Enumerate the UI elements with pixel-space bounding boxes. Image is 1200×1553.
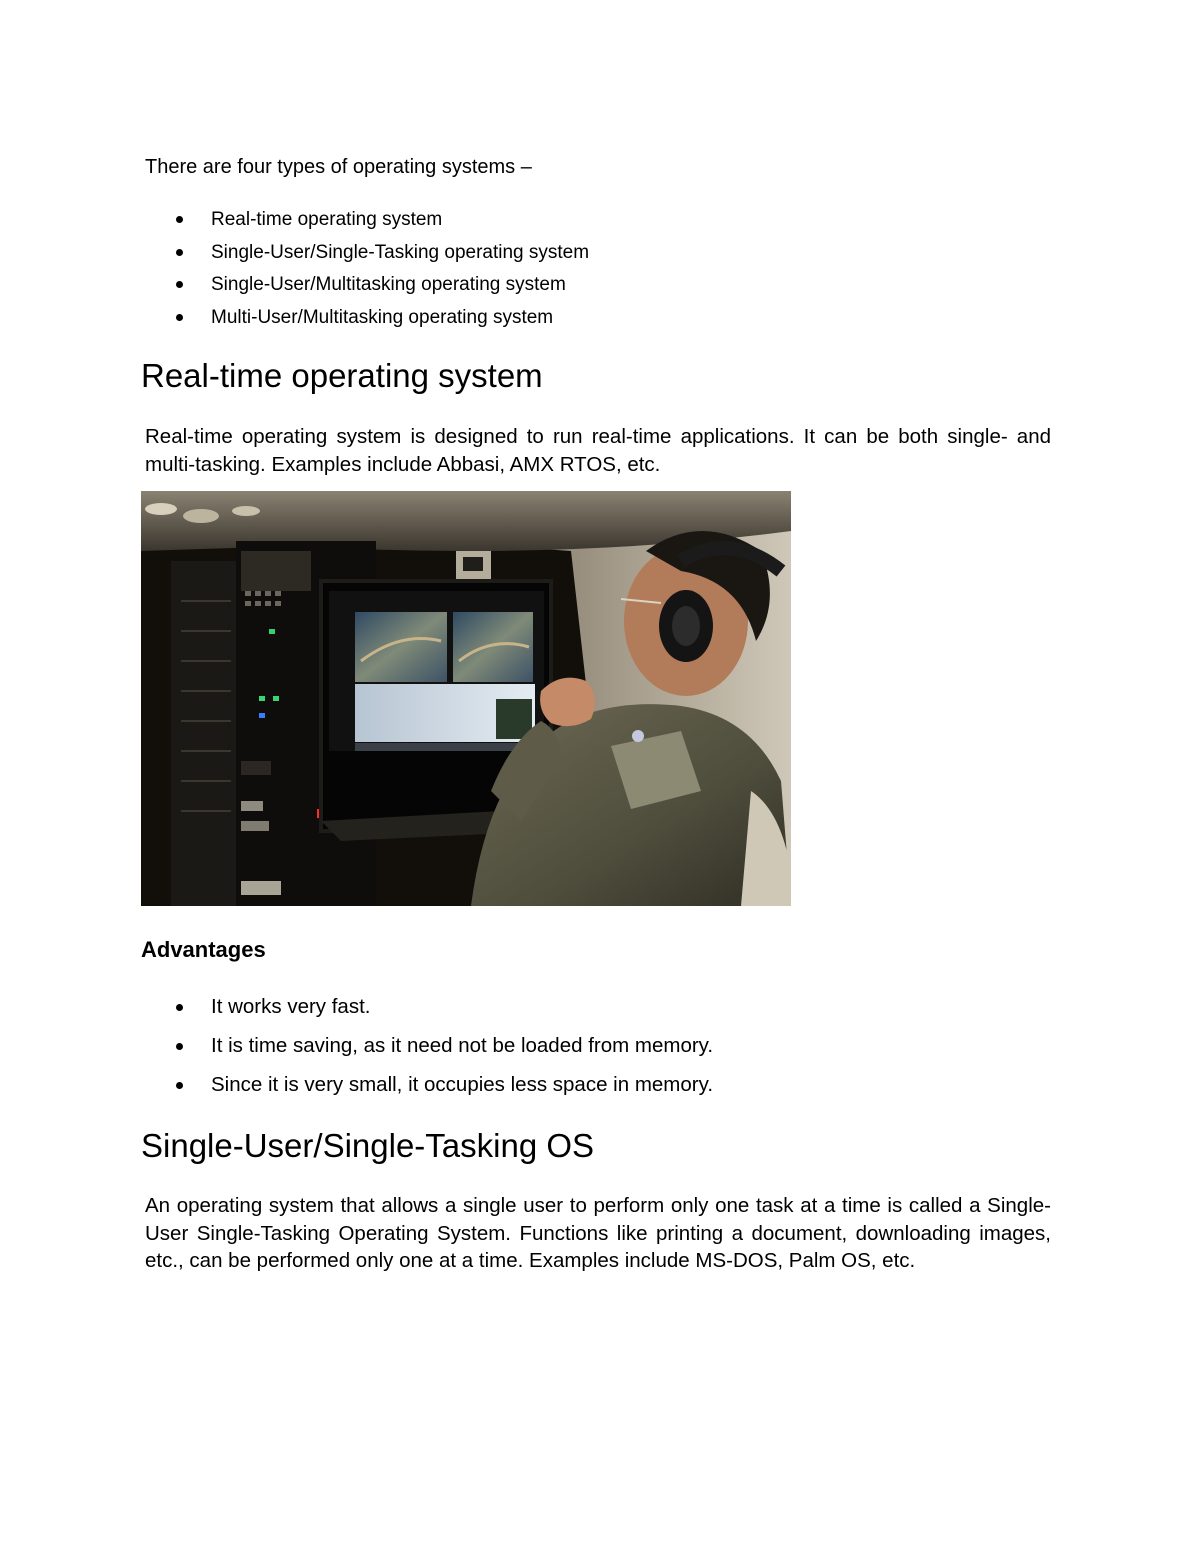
- bullet-icon: [176, 1043, 183, 1050]
- bullet-icon: [176, 216, 183, 223]
- intro-text: There are four types of operating systems –: [145, 156, 532, 178]
- advantages-heading: Advantages: [141, 937, 266, 962]
- single-user-heading: Single-User/Single-Tasking OS: [141, 1127, 595, 1164]
- realtime-description: Real-time operating system is designed to run real-time applications. It can be both single- and multi-tasking. Examples include Abbasi, AMX RTOS, etc.: [145, 425, 1051, 476]
- realtime-heading: Real-time operating system: [141, 357, 543, 394]
- bullet-icon: [176, 281, 183, 288]
- realtime-photo: [141, 491, 791, 906]
- single-user-description: An operating system that allows a single user to perform only one task at a time is called a Single-User Single-Tasking Operating System. Functions like printing a document, downloading images, etc., can be performed only one at a time. Examples include MS-DOS, Palm OS, etc.: [145, 1194, 1051, 1272]
- bullet-icon: [176, 314, 183, 321]
- bullet-icon: [176, 1004, 183, 1011]
- bullet-icon: [176, 249, 183, 256]
- document-page: There are four types of operating systems – Real-time operating system Single-User/Single-Tasking operating system Single-User/Multitasking operating system Multi-User/Multitasking operating system Real-time operating system Real-time operating system is designed to run real-time applications. It can be both single- and multi-tasking. Examples include Abbasi, AMX RTOS, etc. Advantages It works very fast. It is time saving, as it need not be loaded from memory. Since it is very small, it occupies less space in memory. Single-User/Single-Tasking OS An operating system that allows a single user to perform only one task at a time is called a Single-User Single-Tasking Operating System. Functions like printing a document, downloading images, etc., can be performed only one at a time. Examples include MS-DOS, Palm OS, etc.: [0, 0, 1200, 1553]
- bullet-icon: [176, 1082, 183, 1089]
